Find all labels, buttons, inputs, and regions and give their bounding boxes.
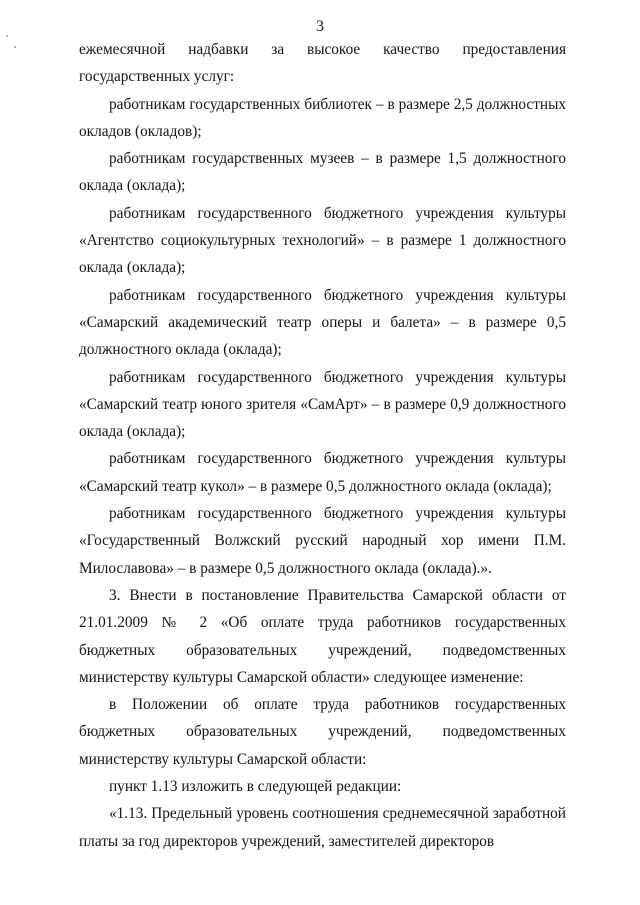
paragraph: 3. Внести в постановление Правительства Самарской области от 21.01.2009 № 2 «Об оплате труда работников государственных бюджетных образовательных учреждений, подведомственных министерству культуры Самарской области» следующее изменение: — [79, 586, 566, 686]
paragraph: работникам государственного бюджетного учреждения культуры «Агентство социокультурных технологий» – в размере 1 должностного оклада (оклада); — [79, 204, 566, 277]
page-number: 3 — [316, 18, 324, 35]
paragraph: работникам государственных библиотек – в размере 2,5 должностных окладов (окладов); — [79, 95, 566, 140]
document-body — [79, 36, 566, 855]
paragraph: ежемесячной надбавки за высокое качество предоставления государственных услуг: — [79, 41, 566, 86]
paragraph: работникам государственного бюджетного учреждения культуры «Самарский театр кукол» – в размере 0,5 должностного оклада (оклада); — [79, 450, 566, 495]
scan-speck — [14, 46, 16, 48]
paragraph: работникам государственных музеев – в размере 1,5 должностного оклада (оклада); — [79, 150, 566, 195]
paragraph: пункт 1.13 изложить в следующей редакции: — [109, 778, 402, 796]
scan-speck — [6, 35, 8, 37]
paragraph: работникам государственного бюджетного учреждения культуры «Самарский театр юного зрителя «СамАрт» – в размере 0,9 должностного оклада (оклада); — [79, 368, 566, 441]
paragraph: работникам государственного бюджетного учреждения культуры «Государственный Волжский русский народный хор имени П.М. Милославова» – в размере 0,5 должностного оклада (оклада).». — [79, 505, 566, 577]
paragraph: работникам государственного бюджетного учреждения культуры «Самарский академический театр оперы и балета» – в размере 0,5 должностного оклада (оклада); — [79, 286, 566, 359]
paragraph: в Положении об оплате труда работников государственных бюджетных образовательных учреждений, подведомственных министерству культуры Самарской области: — [79, 696, 566, 768]
paragraph: «1.13. Предельный уровень соотношения среднемесячной заработной платы за год директоров учреждений, заместителей директоров — [79, 805, 566, 850]
